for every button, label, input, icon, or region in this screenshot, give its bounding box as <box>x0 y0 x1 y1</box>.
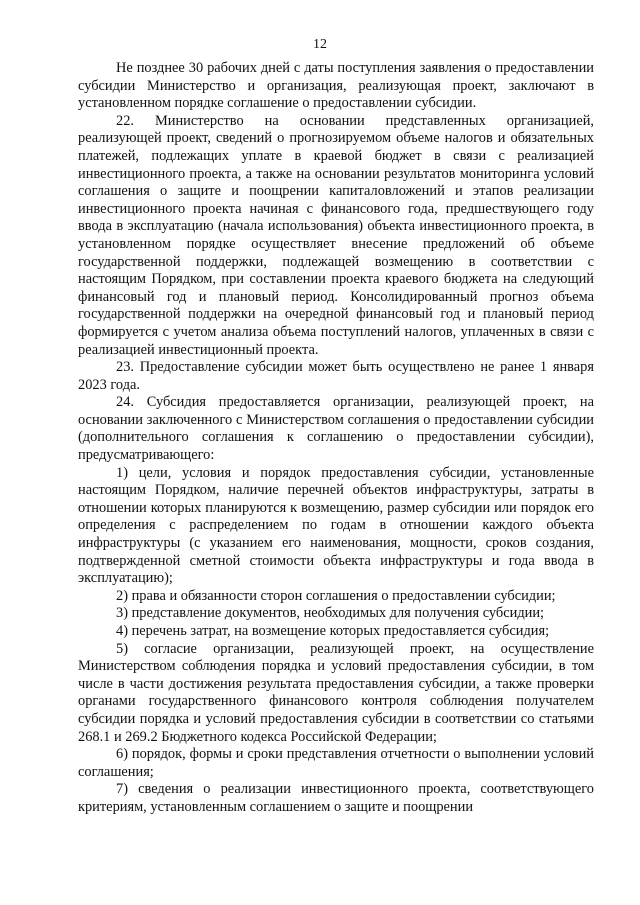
list-item-6: 6) порядок, формы и сроки представления отчетности о выполнении условий соглашения; <box>78 746 594 780</box>
page-number: 12 <box>313 37 327 52</box>
paragraph-22: 22. Министерство на основании представленных организацией, реализующей проект, сведений о прогнозируемом объеме налогов и обязательных платежей, подлежащих уплате в краевой бюджет в связи с реализацией инвестиционного проекта, а также на основании результатов мониторинга условий соглашения о защите и поощрении капиталовложений и этапов реализации инвестиционного проекта начиная с финансового года, предшествующего году ввода в эксплуатацию (начала использования) объекта инвестиционного проекта, в установленном порядке осуществляет внесение предложений об объеме государственной поддержки, подлежащей возмещению в соответствии с настоящим Порядком, при составлении проекта краевого бюджета на следующий финансовый год и плановый период. Консолидированный прогноз объема государственной поддержки на очередной финансовый год и плановый период формируется с учетом анализа объема поступлений налогов, уплаченных в связи с реализацией инвестиционный проекта. <box>78 112 594 358</box>
list-item-4: 4) перечень затрат, на возмещение которых предоставляется субсидия; <box>116 623 550 639</box>
document-body <box>78 60 594 817</box>
paragraph-23: 23. Предоставление субсидии может быть осуществлено не ранее 1 января 2023 года. <box>78 359 594 393</box>
list-item-2: 2) права и обязанности сторон соглашения о предоставлении субсидии; <box>116 587 556 604</box>
list-item-3: 3) представление документов, необходимых для получения субсидии; <box>116 605 545 622</box>
paragraph-24: 24. Субсидия предоставляется организации, реализующей проект, на основании заключенного с Министерством соглашения о предоставлении субсидии (дополнительного соглашения к соглашению о предоставлении субсидии), предусматривающего: <box>78 394 594 464</box>
list-item-7: 7) сведения о реализации инвестиционного проекта, соответствующего критериям, установленным соглашением о защите и поощрении <box>78 781 594 815</box>
list-item-1: 1) цели, условия и порядок предоставления субсидии, установленные настоящим Порядком, наличие перечней объектов инфраструктуры, затраты в отношении которых планируются к возмещению, размер субсидии или порядок его определения с распределением по годам в отношении каждого объекта инфраструктуры (с указанием его наименования, мощности, сроков создания, подтвержденной сметной стоимости объекта инфраструктуры и года ввода в эксплуатацию); <box>78 464 594 587</box>
paragraph-intro: Не позднее 30 рабочих дней с даты поступления заявления о предоставлении субсидии Министерство и организация, реализующая проект, заключают в установленном порядке соглашение о предоставлении субсидии. <box>78 60 594 112</box>
list-item-5: 5) согласие организации, реализующей проект, на осуществление Министерством соблюдения порядка и условий предоставления субсидии, в том числе в части достижения результата предоставления субсидии, а также проверки органами государственного финансового контроля соблюдения получателем субсидии порядка и условий предоставления субсидии в соответствии со статьями 268.1 и 269.2 Бюджетного кодекса Российской Федерации; <box>78 640 594 745</box>
